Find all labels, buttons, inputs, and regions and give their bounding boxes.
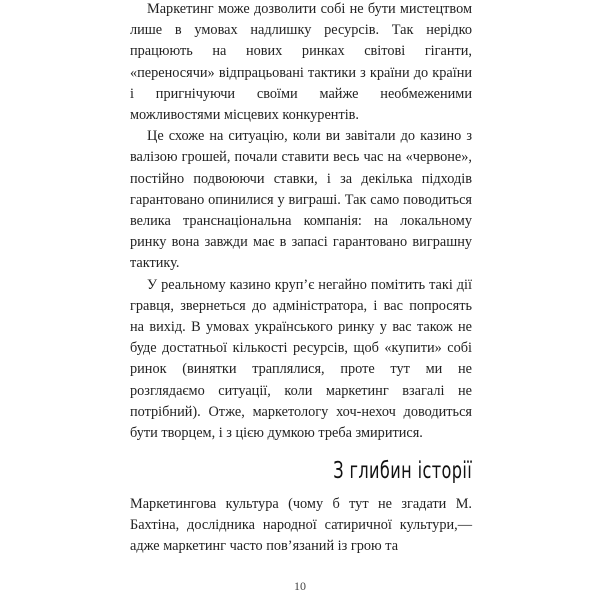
section-heading: З глибин історії bbox=[333, 458, 472, 484]
main-text bbox=[130, 0, 472, 444]
paragraph-1: Маркетинг може дозволити собі не бути мистецтвом лише в умовах надлишку ресурсів. Так нерідко працюють на нових ринках світові гіганти, «переносячи» відпрацьовані тактики з країни до країни і пригнічуючи своїми майже необмеженими можливостями місцевих конкурентів. bbox=[130, 1, 472, 124]
paragraph-3: У реальному казино круп’є негайно помітить такі дії гравця, звернеться до адміністратора, і вас попросять на вихід. В умовах українського ринку у вас також не буде достатньої кількості ресурсів, щоб «купити» собі ринок (винятки траплялися, проте тут ми не розглядаємо ситуації, коли маркетинг взагалі не потрібний). Отже, маркетологу хоч-нехоч доводиться бути творцем, і з цією думкою треба змиритися. bbox=[130, 276, 472, 442]
section-text bbox=[130, 494, 472, 558]
section-paragraph: Маркетингова культура (чому б тут не згадати М. Бахтіна, дослідника народної сатиричної культури,— адже маркетинг часто пов’язаний із грою та bbox=[130, 496, 472, 555]
paragraph-2: Це схоже на ситуацію, коли ви завітали до казино з валізою грошей, почали ставити весь час на «червоне», постійно подвоюючи ставки, і за декілька підходів гарантовано опинилися у виграші. Так само поводиться велика транснаціональна компанія: на локальному ринку вона завжди має в запасі гарантовано виграшну тактику. bbox=[130, 128, 472, 272]
page-number: 10 bbox=[294, 579, 306, 593]
